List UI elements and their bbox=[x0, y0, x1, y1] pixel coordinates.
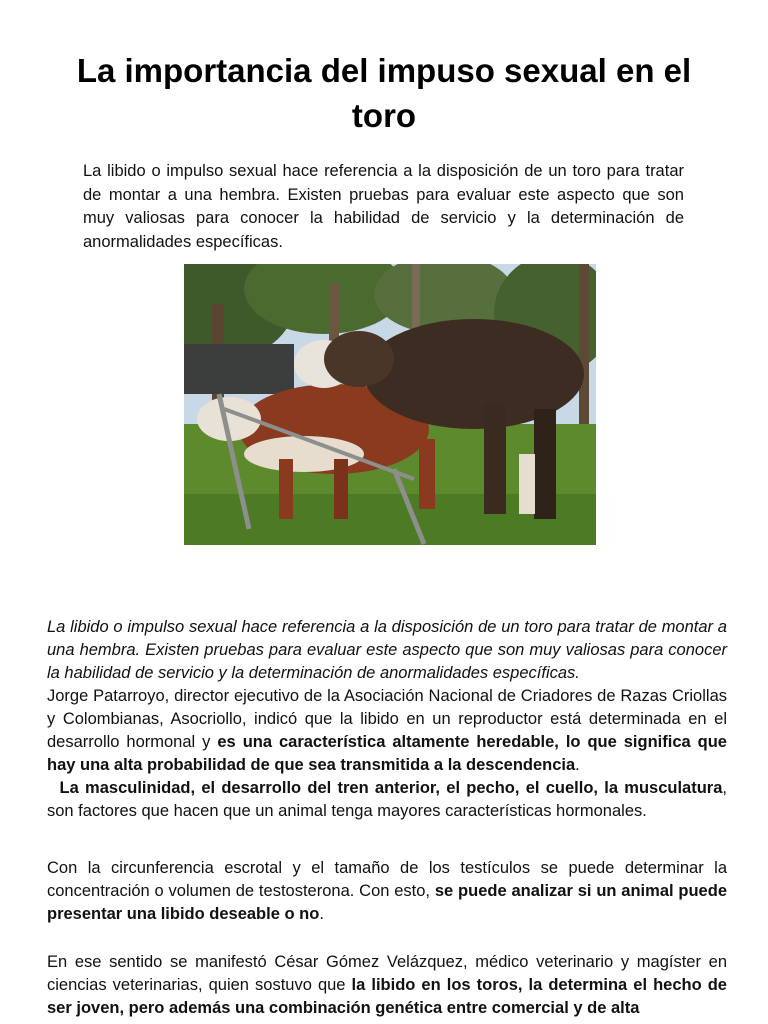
italic-quote: La libido o impulso sexual hace referencia a la disposición de un toro para tratar de montar a una hembra. Existen pruebas para evaluar este aspecto que son muy valiosas para conocer la habilidad de servicio y la determinación de anormalidades específicas. bbox=[47, 618, 727, 682]
paragraph-libido-heredable bbox=[47, 616, 727, 823]
bull-photo bbox=[184, 264, 596, 545]
paragraph-circunferencia-escrotal bbox=[47, 857, 727, 926]
bold-segment: la libido en los toros, la determina el hecho de ser joven, pero además una combinación genética entre comercial y de alta bbox=[47, 976, 727, 1017]
text-segment: . bbox=[319, 905, 324, 923]
text-segment: Con la circunferencia escrotal y el tamaño de los testículos se puede determinar la concentración o volumen de testosterona. Con esto, bbox=[47, 859, 727, 900]
text-segment: . bbox=[575, 756, 580, 774]
bold-segment: La masculinidad, el desarrollo del tren anterior, el pecho, el cuello, la musculatura bbox=[59, 779, 723, 797]
text-segment: Jorge Patarroyo, director ejecutivo de la Asociación Nacional de Criadores de Razas Criollas y Colombianas, Asocriollo, indicó que la libido en un reproductor está determinada en el desarrollo hormonal y bbox=[47, 687, 727, 751]
paragraph-cesar-gomez bbox=[47, 951, 727, 1020]
bold-segment: es una característica altamente heredable, lo que significa que hay una alta probabilidad de que sea transmitida a la descendencia bbox=[47, 733, 727, 774]
bold-segment: se puede analizar si un animal puede presentar una libido deseable o no bbox=[47, 882, 727, 923]
intro-paragraph: La libido o impulso sexual hace referencia a la disposición de un toro para tratar de montar a una hembra. Existen pruebas para evaluar este aspecto que son muy valiosas para conocer la habilidad de servicio y la determinación de anormalidades específicas. bbox=[83, 162, 684, 251]
page-title: La importancia del impuso sexual en el toro bbox=[76, 52, 692, 134]
text-segment: , son factores que hacen que un animal tenga mayores características hormonales. bbox=[47, 779, 727, 820]
text-segment: En ese sentido se manifestó César Gómez Velázquez, médico veterinario y magíster en ciencias veterinarias, quien sostuvo que bbox=[47, 953, 727, 994]
